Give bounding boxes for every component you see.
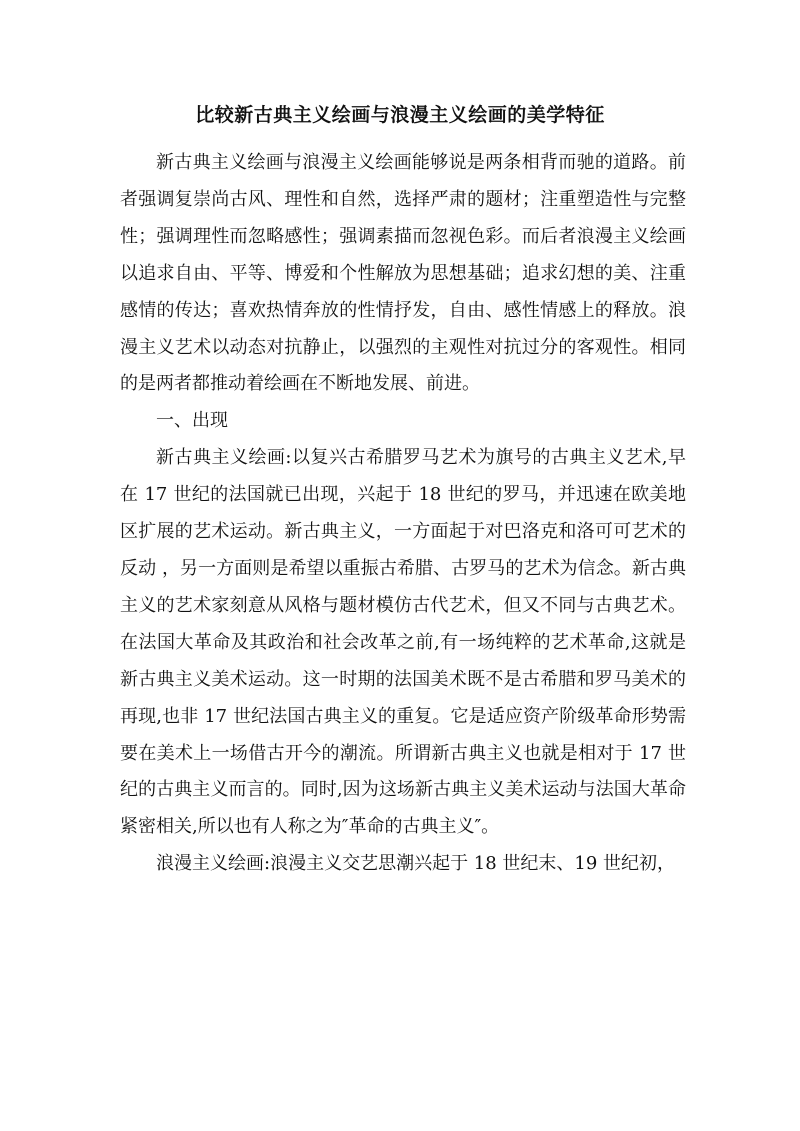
- section-heading: 一、出现: [156, 410, 228, 432]
- neoclassical-paragraph: 新古典主义绘画:以复兴古希腊罗马艺术为旗号的古典主义艺术,早在 17 世纪的法国就已出现，兴起于 18 世纪的罗马，并迅速在欧美地区扩展的艺术运动。新古典主义，一方面起于对巴洛克和洛可可艺术的反动 ，另一方面则是希望以重振古希腊、古罗马的艺术为信念。新古典主义的艺术家刻意从风格与题材模仿古代艺术，但又不同与古典艺术。在法国大革命及其政治和社会改革之前,有一场纯粹的艺术革命,这就是新古典主义美术运动。这一时期的法国美术既不是古希腊和罗马美术的再现,也非 17 世纪法国古典主义的重复。它是适应资产阶级革命形势需要在美术上一场借古开今的潮流。所谓新古典主义也就是相对于 17 世纪的古典主义而言的。同时,因为这场新古典主义美术运动与法国大革命紧密相关,所以也有人称之为″革命的古典主义″。: [120, 447, 686, 838]
- romantic-paragraph: 浪漫主义绘画:浪漫主义交艺思潮兴起于 18 世纪末、19 世纪初，: [156, 853, 676, 875]
- document-title: 比较新古典主义绘画与浪漫主义绘画的美学特征: [195, 104, 605, 126]
- intro-paragraph: 新古典主义绘画与浪漫主义绘画能够说是两条相背而驰的道路。前者强调复崇尚古风、理性和自然，选择严肃的题材；注重塑造性与完整性；强调理性而忽略感性；强调素描而忽视色彩。而后者浪漫主义绘画以追求自由、平等、博爱和个性解放为思想基础；追求幻想的美、注重感情的传达；喜欢热情奔放的性情抒发，自由、感性情感上的释放。浪漫主义艺术以动态对抗静止，以强烈的主观性对抗过分的客观性。相同的是两者都推动着绘画在不断地发展、前进。: [120, 152, 686, 395]
- document-body: [120, 145, 686, 883]
